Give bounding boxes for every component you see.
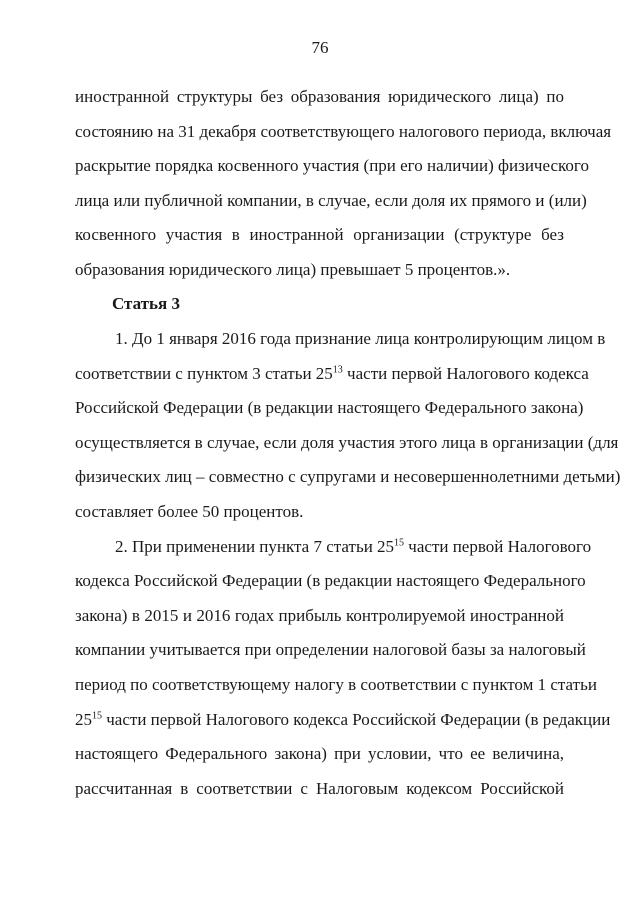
text-line: кодекса Российской Федерации (в редакции настоящего Федерального xyxy=(75,571,586,590)
text-line: физических лиц – совместно с супругами и несовершеннолетними детьми) xyxy=(75,467,621,486)
text-line: состоянию на 31 декабря соответствующего налогового периода, включая xyxy=(75,122,612,141)
article-heading: Статья 3 xyxy=(112,294,180,313)
text-line: Российской Федерации (в редакции настоящего Федерального закона) xyxy=(75,398,584,417)
page-number: 76 xyxy=(311,38,329,57)
text-line: раскрытие порядка косвенного участия (при его наличии) физического xyxy=(75,156,589,175)
text-line: закона) в 2015 и 2016 годах прибыль контролируемой иностранной xyxy=(75,606,564,625)
text-line: компании учитывается при определении налоговой базы за налоговый xyxy=(75,640,586,659)
superscript: 13 xyxy=(332,364,343,376)
superscript: 15 xyxy=(394,537,405,549)
text-fragment: соответствии с пунктом 3 статьи 25 xyxy=(75,364,333,383)
text-fragment: части первой Налогового кодекса Российской Федерации (в редакции xyxy=(102,710,611,729)
text-line: косвенного участия в иностранной организации (структуре без xyxy=(75,225,564,244)
text-line: период по соответствующему налогу в соответствии с пунктом 1 статьи xyxy=(75,675,597,694)
text-fragment: части первой Налогового xyxy=(404,537,592,556)
text-line: рассчитанная в соответствии с Налоговым кодексом Российской xyxy=(75,779,564,798)
text-line xyxy=(115,537,592,557)
text-line: составляет более 50 процентов. xyxy=(75,502,304,521)
text-line: иностранной структуры без образования юридического лица) по xyxy=(75,87,564,106)
text-fragment: 2. При применении пункта 7 статьи 25 xyxy=(115,537,395,556)
text-line xyxy=(75,710,611,730)
text-line: 1. До 1 января 2016 года признание лица контролирующим лицом в xyxy=(115,329,606,348)
text-line: осуществляется в случае, если доля участия этого лица в организации (для xyxy=(75,433,619,452)
text-line: лица или публичной компании, в случае, если доля их прямого и (или) xyxy=(75,191,587,210)
text-line: настоящего Федерального закона) при условии, что ее величина, xyxy=(75,744,564,763)
superscript: 15 xyxy=(92,710,102,722)
text-line xyxy=(75,364,589,384)
text-fragment: части первой Налогового кодекса xyxy=(342,364,589,383)
text-fragment: 25 xyxy=(75,710,92,729)
text-line: образования юридического лица) превышает 5 процентов.». xyxy=(75,260,511,279)
